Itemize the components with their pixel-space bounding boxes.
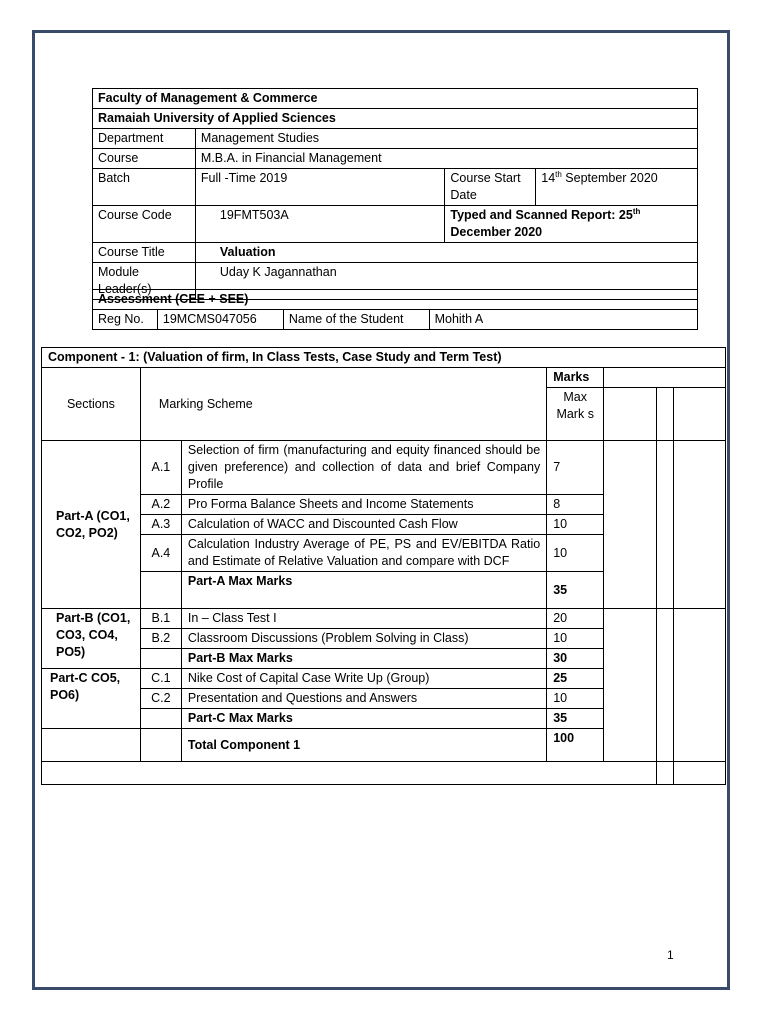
- batch-label: Batch: [93, 169, 196, 206]
- row-code: [140, 572, 181, 609]
- blank-cell: [674, 388, 726, 441]
- university-name: Ramaiah University of Applied Sciences: [93, 109, 698, 129]
- row-code: [140, 729, 181, 762]
- row-code: B.2: [140, 629, 181, 649]
- part-c-max-label: Part-C Max Marks: [181, 709, 546, 729]
- row-max-marks: 10: [547, 515, 604, 535]
- course-value: M.B.A. in Financial Management: [195, 149, 697, 169]
- page-number: 1: [667, 948, 674, 962]
- blank-cell: [604, 609, 657, 762]
- part-a-label: Part-A (CO1, CO2, PO2): [42, 441, 141, 609]
- sections-header: Sections: [42, 368, 141, 441]
- row-code: B.1: [140, 609, 181, 629]
- part-c-max-value: 35: [547, 709, 604, 729]
- blank-cell: [657, 762, 674, 785]
- row-max-marks: 10: [547, 535, 604, 572]
- table-row: [42, 762, 726, 785]
- part-b-label: Part-B (CO1, CO3, CO4, PO5): [42, 609, 141, 669]
- row-code: A.1: [140, 441, 181, 495]
- row-description: Nike Cost of Capital Case Write Up (Group): [181, 669, 546, 689]
- course-start-value: 14th September 2020: [536, 169, 698, 206]
- blank-cell: [674, 441, 726, 609]
- blank-cell: [657, 609, 674, 762]
- row-max-marks: 10: [547, 629, 604, 649]
- marking-scheme-header: Marking Scheme: [140, 368, 546, 441]
- blank-cell: [657, 388, 674, 441]
- row-code: A.2: [140, 495, 181, 515]
- row-max-marks: 7: [547, 441, 604, 495]
- component-marks-table: [41, 347, 726, 785]
- row-description: Pro Forma Balance Sheets and Income Statements: [181, 495, 546, 515]
- blank-cell: [657, 441, 674, 609]
- part-b-max-value: 30: [547, 649, 604, 669]
- course-label: Course: [93, 149, 196, 169]
- row-max-marks: 10: [547, 689, 604, 709]
- blank-cell: [42, 729, 141, 762]
- report-date: Typed and Scanned Report: 25th December 2020: [445, 206, 698, 243]
- course-info-table: [92, 88, 698, 300]
- row-description: Presentation and Questions and Answers: [181, 689, 546, 709]
- department-value: Management Studies: [195, 129, 697, 149]
- part-b-max-label: Part-B Max Marks: [181, 649, 546, 669]
- module-leader-value: Uday K Jagannathan: [195, 263, 697, 300]
- course-code-label: Course Code: [93, 206, 196, 243]
- total-value: 100: [547, 729, 604, 762]
- blank-cell: [674, 762, 726, 785]
- row-max-marks: 8: [547, 495, 604, 515]
- row-description: Calculation Industry Average of PE, PS and EV/EBITDA Ratio and Estimate of Relative Valuation and compare with DCF: [181, 535, 546, 572]
- course-code-value: 19FMT503A: [195, 206, 444, 243]
- faculty-name: Faculty of Management & Commerce: [93, 89, 698, 109]
- marks-header: Marks: [547, 368, 604, 388]
- row-code: C.1: [140, 669, 181, 689]
- part-a-max-label: Part-A Max Marks: [181, 572, 546, 609]
- course-title-value: Valuation: [195, 243, 697, 263]
- student-name-value: Mohith A: [429, 310, 697, 330]
- part-c-label: Part-C CO5, PO6): [42, 669, 141, 729]
- component-title: Component - 1: (Valuation of firm, In Class Tests, Case Study and Term Test): [42, 348, 726, 368]
- row-code: A.3: [140, 515, 181, 535]
- reg-no-value: 19MCMS047056: [157, 310, 283, 330]
- table-row: [42, 609, 726, 629]
- row-max-marks: 20: [547, 609, 604, 629]
- row-description: Selection of firm (manufacturing and equity financed should be given preference) and collection of data and brief Company Profile: [181, 441, 546, 495]
- blank-cell: [42, 762, 657, 785]
- department-label: Department: [93, 129, 196, 149]
- blank-cell: [604, 441, 657, 609]
- row-description: Classroom Discussions (Problem Solving in Class): [181, 629, 546, 649]
- assessment-title: Assessment (CEE + SEE): [93, 290, 698, 310]
- row-code: [140, 649, 181, 669]
- table-row: [42, 441, 726, 495]
- row-description: In – Class Test I: [181, 609, 546, 629]
- row-description: Calculation of WACC and Discounted Cash Flow: [181, 515, 546, 535]
- total-label: Total Component 1: [181, 729, 546, 762]
- batch-value: Full -Time 2019: [195, 169, 444, 206]
- row-code: [140, 709, 181, 729]
- row-max-marks: 25: [547, 669, 604, 689]
- part-a-max-value: 35: [547, 572, 604, 609]
- course-start-label: Course Start Date: [445, 169, 536, 206]
- student-name-label: Name of the Student: [283, 310, 429, 330]
- assessment-table: [92, 289, 698, 330]
- marks-header-blank: [604, 368, 726, 388]
- blank-cell: [604, 388, 657, 441]
- module-leader-label: Module Leader(s): [93, 263, 196, 300]
- course-title-label: Course Title: [93, 243, 196, 263]
- row-code: A.4: [140, 535, 181, 572]
- row-code: C.2: [140, 689, 181, 709]
- reg-no-label: Reg No.: [93, 310, 158, 330]
- max-marks-header: Max Mark s: [547, 388, 604, 441]
- blank-cell: [674, 609, 726, 762]
